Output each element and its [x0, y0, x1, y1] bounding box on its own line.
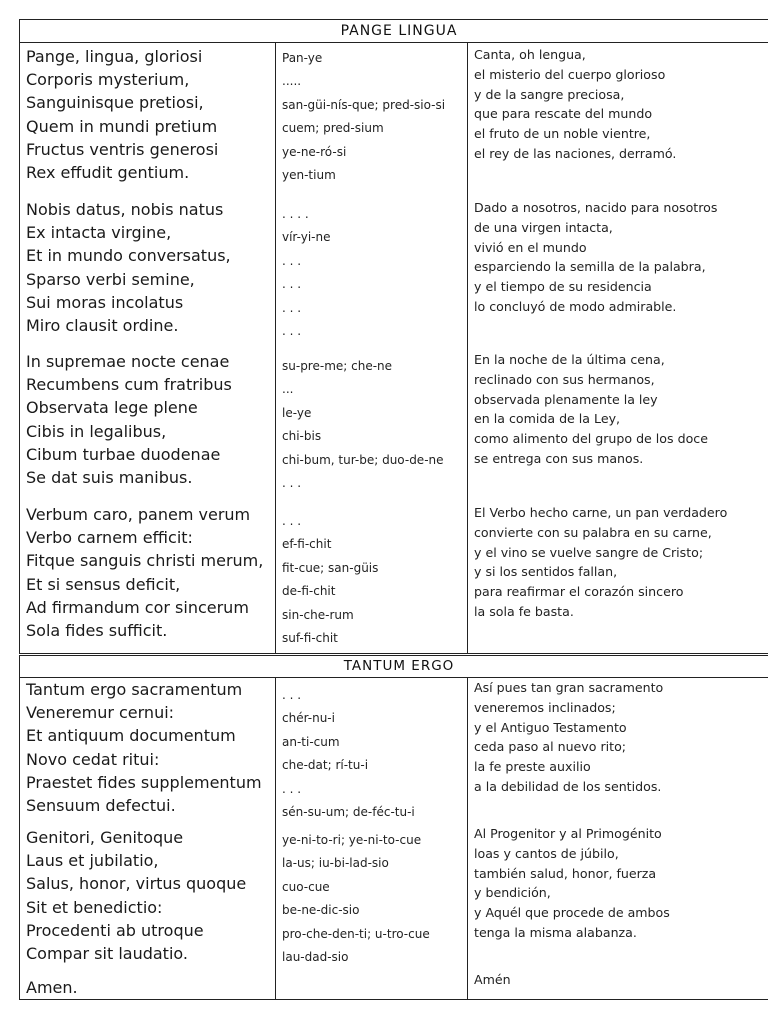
spanish-line: y de la sangre preciosa,: [474, 86, 625, 102]
pronunciation-line: su-pre-me; che-ne: [282, 359, 393, 373]
pronunciation-line: . . .: [282, 253, 302, 268]
pronunciation-line: . . .: [282, 277, 302, 292]
latin-line: Amen.: [26, 978, 78, 997]
latin-line: Observata lege plene: [26, 398, 198, 418]
spanish-column: [474, 198, 768, 317]
latin-line: Sensuum defectui.: [26, 795, 176, 815]
latin-line: Salus, honor, virtus quoque: [26, 874, 247, 894]
spanish-line: El Verbo hecho carne, un pan verdadero: [474, 505, 728, 520]
latin-line: Tantum ergo sacramentum: [26, 680, 243, 699]
tantum-ergo-table: [19, 655, 768, 1000]
pronunciation-line: ye-ni-to-ri; ye-ni-to-cue: [282, 833, 422, 847]
latin-line: Sola fides sufficit.: [26, 620, 168, 640]
spanish-line: y el Antiguo Testamento: [474, 719, 627, 735]
latin-line: Genitori, Genitoque: [26, 828, 184, 847]
spanish-column: [474, 45, 768, 164]
spanish-line: y el tiempo de su residencia: [474, 279, 652, 295]
spanish-line: y bendición,: [474, 885, 551, 901]
spanish-line: reclinado con sus hermanos,: [474, 371, 655, 387]
spanish-line: también salud, honor, fuerza: [474, 865, 657, 881]
pronunciation-column: [282, 203, 468, 343]
latin-line: Cibum turbae duodenae: [26, 444, 221, 464]
spanish-line: En la noche de la última cena,: [474, 352, 665, 367]
pange-lingua-table: [19, 19, 768, 654]
tantum-ergo-body: [20, 656, 768, 1001]
pronunciation-line: ...: [282, 382, 294, 397]
spanish-column: [474, 350, 768, 469]
pronunciation-column: [282, 47, 468, 187]
pronunciation-line: chér-nu-i: [282, 711, 335, 726]
pronunciation-column: [282, 355, 468, 495]
latin-line: Miro clausit ordine.: [26, 315, 179, 335]
latin-line: Et si sensus deficit,: [26, 574, 181, 594]
latin-column: [26, 45, 276, 184]
spanish-line: vivió en el mundo: [474, 239, 587, 255]
latin-line: Pange, lingua, gloriosi: [26, 47, 203, 66]
spanish-line: observada plenamente la ley: [474, 391, 658, 407]
spanish-column: [474, 678, 768, 797]
latin-line: Sit et benedictio:: [26, 897, 163, 917]
spanish-line: ceda paso al nuevo rito;: [474, 739, 627, 755]
pronunciation-line: .....: [282, 74, 302, 89]
pronunciation-line: sén-su-um; de-féc-tu-i: [282, 804, 415, 819]
pronunciation-line: . . . .: [282, 207, 309, 221]
pronunciation-line: an-ti-cum: [282, 734, 340, 749]
spanish-line: y el vino se vuelve sangre de Cristo;: [474, 544, 704, 560]
pronunciation-line: sin-che-rum: [282, 607, 354, 622]
spanish-line: Dado a nosotros, nacido para nosotros: [474, 200, 718, 215]
pronunciation-line: cuem; pred-sium: [282, 121, 384, 136]
pronunciation-line: che-dat; rí-tu-i: [282, 758, 369, 773]
pronunciation-line: . . .: [282, 514, 302, 528]
spanish-closing: [474, 970, 768, 990]
spanish-line: que para rescate del mundo: [474, 106, 653, 122]
latin-column: [26, 826, 276, 965]
latin-line: Laus et jubilatio,: [26, 851, 159, 871]
pronunciation-column: [282, 510, 468, 650]
spanish-line: en la comida de la Ley,: [474, 411, 621, 427]
spanish-line: Al Progenitor y al Primogénito: [474, 826, 662, 841]
latin-column: [26, 350, 276, 489]
section-title: PANGE LINGUA: [20, 20, 768, 43]
latin-line: Et in mundo conversatus,: [26, 246, 231, 266]
spanish-column: [474, 503, 768, 622]
pronunciation-line: . . .: [282, 688, 302, 702]
spanish-line: a la debilidad de los sentidos.: [474, 778, 662, 794]
latin-line: Praestet fides supplementum: [26, 772, 262, 792]
latin-column: [26, 678, 276, 817]
latin-line: Sparso verbi semine,: [26, 269, 195, 289]
pronunciation-line: vír-yi-ne: [282, 230, 331, 245]
latin-line: Compar sit laudatio.: [26, 943, 188, 963]
spanish-line: la fe preste auxilio: [474, 759, 591, 775]
pronunciation-line: fit-cue; san-güis: [282, 560, 379, 575]
section-title: TANTUM ERGO: [20, 656, 768, 678]
pronunciation-line: la-us; iu-bi-lad-sio: [282, 856, 389, 871]
spanish-line: esparciendo la semilla de la palabra,: [474, 259, 706, 275]
latin-line: Ex intacta virgine,: [26, 223, 172, 243]
spanish-line: Canta, oh lengua,: [474, 47, 586, 62]
spanish-line: loas y cantos de júbilo,: [474, 845, 619, 861]
latin-line: Nobis datus, nobis natus: [26, 200, 224, 219]
latin-column: [26, 198, 276, 337]
latin-line: Corporis mysterium,: [26, 70, 190, 90]
pronunciation-line: Pan-ye: [282, 51, 323, 65]
spanish-column: [474, 824, 768, 943]
pronunciation-line: le-ye: [282, 405, 312, 420]
spanish-line: el misterio del cuerpo glorioso: [474, 66, 666, 82]
latin-line: Fructus ventris generosi: [26, 139, 219, 159]
spanish-line: Así pues tan gran sacramento: [474, 680, 664, 695]
latin-column: [26, 503, 276, 642]
pronunciation-line: . . .: [282, 323, 302, 338]
spanish-line: tenga la misma alabanza.: [474, 924, 637, 940]
spanish-line: veneremos inclinados;: [474, 699, 616, 715]
latin-line: Fitque sanguis christi merum,: [26, 551, 264, 571]
latin-line: Et antiquum documentum: [26, 726, 236, 746]
latin-line: Novo cedat ritui:: [26, 749, 160, 769]
latin-closing: [26, 976, 276, 999]
pronunciation-line: lau-dad-sio: [282, 949, 349, 964]
pronunciation-line: . . .: [282, 475, 302, 490]
latin-line: Verbum caro, panem verum: [26, 505, 251, 524]
pronunciation-column: [282, 829, 468, 969]
spanish-line: Amén: [474, 972, 511, 987]
latin-line: Sui moras incolatus: [26, 292, 184, 312]
spanish-line: convierte con su palabra en su carne,: [474, 524, 712, 540]
latin-line: Verbo carnem efficit:: [26, 528, 193, 548]
latin-line: Sanguinisque pretiosi,: [26, 93, 204, 113]
spanish-line: como alimento del grupo de los doce: [474, 431, 708, 447]
pronunciation-line: cuo-cue: [282, 879, 330, 894]
pronunciation-column: [282, 684, 468, 824]
pronunciation-line: yen-tium: [282, 167, 336, 182]
latin-line: Recumbens cum fratribus: [26, 375, 232, 395]
pange-lingua-body: [20, 20, 768, 655]
pronunciation-line: de-fi-chit: [282, 584, 336, 599]
spanish-line: y si los sentidos fallan,: [474, 564, 618, 580]
spanish-line: lo concluyó de modo admirable.: [474, 298, 677, 314]
latin-line: In supremae nocte cenae: [26, 352, 230, 371]
latin-line: Ad firmandum cor sincerum: [26, 597, 249, 617]
pronunciation-line: chi-bum, tur-be; duo-de-ne: [282, 452, 444, 467]
pronunciation-line: san-güi-nís-que; pred-sio-si: [282, 97, 446, 112]
latin-line: Se dat suis manibus.: [26, 467, 193, 487]
spanish-line: el rey de las naciones, derramó.: [474, 145, 677, 161]
pronunciation-line: pro-che-den-ti; u-tro-cue: [282, 926, 430, 941]
latin-line: Cibis in legalibus,: [26, 421, 167, 441]
pronunciation-line: ye-ne-ró-si: [282, 144, 347, 159]
spanish-line: para reafirmar el corazón sincero: [474, 584, 684, 600]
latin-line: Procedenti ab utroque: [26, 920, 204, 940]
pronunciation-line: . . .: [282, 300, 302, 315]
latin-line: Quem in mundi pretium: [26, 116, 218, 136]
pronunciation-line: . . .: [282, 781, 302, 796]
latin-line: Rex effudit gentium.: [26, 162, 190, 182]
pronunciation-line: be-ne-dic-sio: [282, 903, 360, 918]
pronunciation-line: ef-fi-chit: [282, 537, 332, 552]
spanish-line: la sola fe basta.: [474, 603, 574, 619]
spanish-line: el fruto de un noble vientre,: [474, 126, 651, 142]
spanish-line: de una virgen intacta,: [474, 219, 613, 235]
pronunciation-line: chi-bis: [282, 429, 322, 444]
spanish-line: se entrega con sus manos.: [474, 450, 644, 466]
pronunciation-line: suf-fi-chit: [282, 630, 338, 645]
latin-line: Veneremur cernui:: [26, 703, 175, 723]
spanish-line: y Aquél que procede de ambos: [474, 905, 670, 921]
